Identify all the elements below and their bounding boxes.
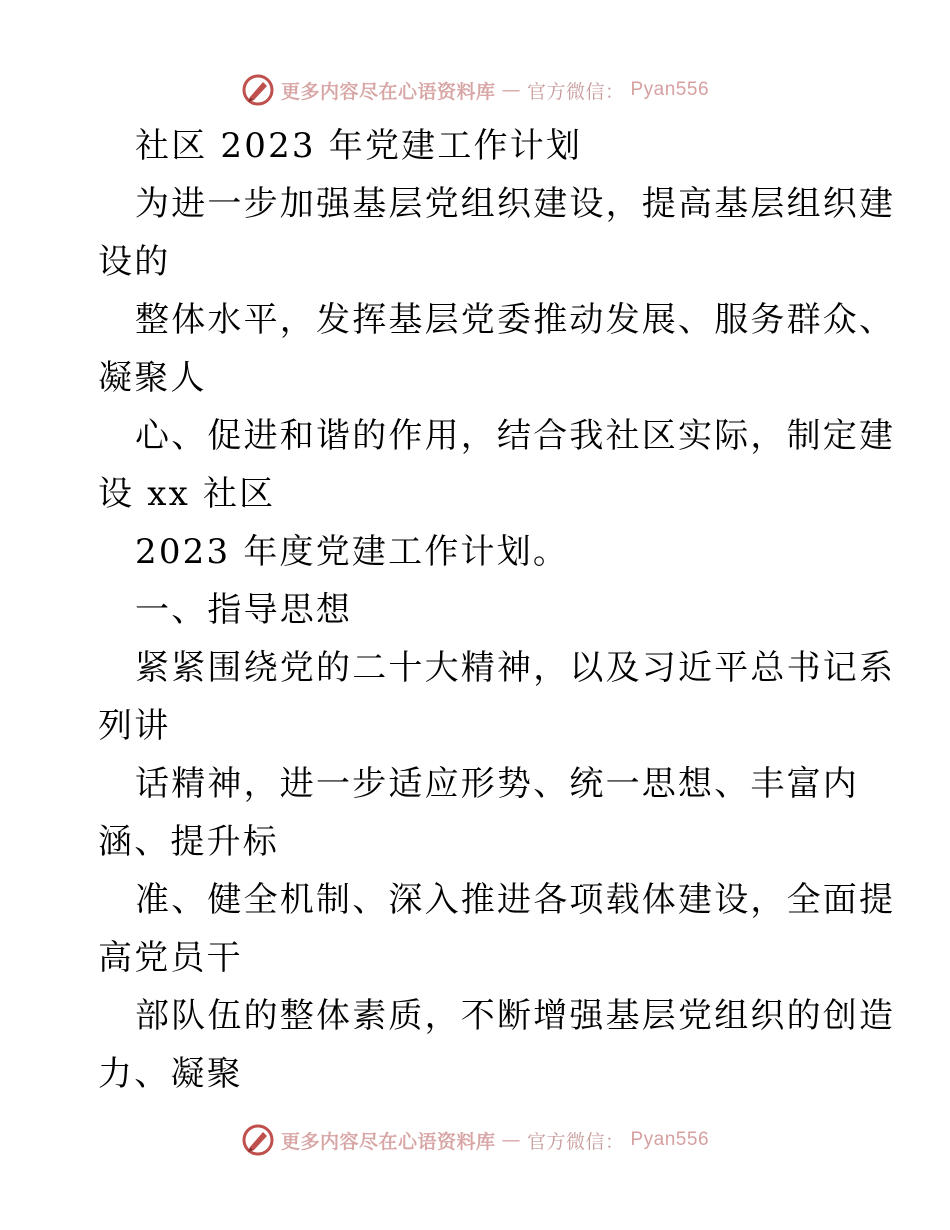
watermark-main-text: 更多内容尽在心语资料库 (280, 80, 496, 103)
watermark-separator: — (501, 1129, 521, 1151)
watermark-wechat-id: Pyan556 (630, 79, 710, 100)
document-line: 紧紧围绕党的二十大精神，以及习近平总书记系 (135, 648, 896, 688)
watermark-label: 官方微信： (526, 80, 625, 103)
pen-logo-icon (241, 73, 275, 107)
watermark-banner-top (0, 70, 950, 110)
section-heading: 一、指导思想 (135, 590, 353, 630)
document-line: 为进一步加强基层党组织建设，提高基层组织建 (135, 184, 896, 224)
document-line: 2023 年度党建工作计划。 (135, 532, 570, 572)
document-line: 设的 (98, 242, 171, 282)
document-line: 心、促进和谐的作用，结合我社区实际，制定建 (135, 416, 896, 456)
pen-logo-icon (241, 1123, 275, 1157)
document-line: 涵、提升标 (98, 822, 279, 862)
document-line: 设 xx 社区 (98, 474, 276, 514)
document-title: 社区 2023 年党建工作计划 (135, 126, 583, 166)
document-line: 部队伍的整体素质，不断增强基层党组织的创造 (135, 996, 896, 1036)
watermark-separator: — (501, 79, 521, 101)
document-line: 整体水平，发挥基层党委推动发展、服务群众、 (135, 300, 896, 340)
watermark-wechat-id: Pyan556 (630, 1129, 710, 1150)
watermark-banner-bottom (0, 1120, 950, 1160)
document-line: 力、凝聚 (98, 1054, 243, 1094)
watermark-label: 官方微信： (526, 1130, 625, 1153)
document-line: 话精神，进一步适应形势、统一思想、丰富内 (135, 764, 859, 804)
document-line: 准、健全机制、深入推进各项载体建设，全面提 (135, 880, 896, 920)
document-line: 凝聚人 (98, 358, 207, 398)
document-line: 高党员干 (98, 938, 243, 978)
watermark-main-text: 更多内容尽在心语资料库 (280, 1130, 496, 1153)
document-line: 列讲 (98, 706, 171, 746)
